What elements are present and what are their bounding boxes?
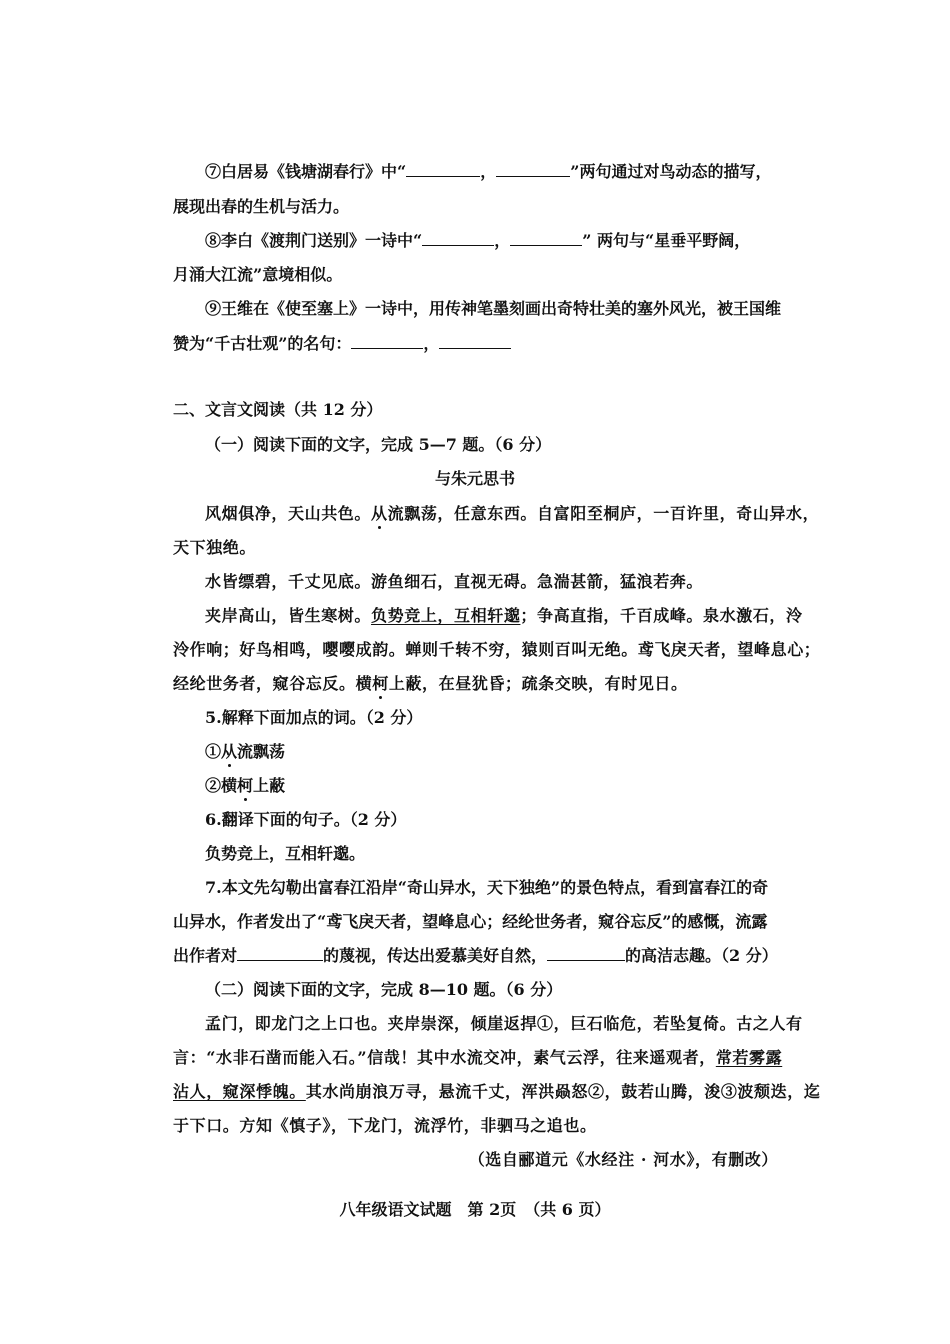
- dotted-word: 柯: [372, 674, 389, 693]
- poem-question-7: ⑦白居易《钱塘湖春行》中“ ， ”两句通过对鸟动态的描写，: [205, 162, 772, 181]
- passage1-line: 泠作响；好鸟相鸣，嘤嘤成韵。蝉则千转不穷，猿则百叫无绝。鸢飞戾天者，望峰息心；: [173, 640, 821, 659]
- answer-blank[interactable]: [547, 946, 625, 961]
- question-6: 6.翻译下面的句子。（2 分）: [205, 810, 407, 829]
- poem-question-7-line2: 展现出春的生机与活力。: [173, 197, 350, 216]
- dotted-word: 柯: [237, 776, 254, 795]
- answer-blank[interactable]: [510, 231, 582, 246]
- question-5-item-1: ①从流飘荡: [205, 742, 286, 761]
- answer-blank[interactable]: [496, 162, 570, 177]
- question-7-line2: 山异水，作者发出了“鸢飞戾天者，望峰息心；经纶世务者，窥谷忘反”的感慨，流露: [173, 912, 768, 931]
- poem-question-8: ⑧李白《渡荆门送别》一诗中“ ， ” 两句与“星垂平野阔，: [205, 231, 751, 250]
- passage1-line: 经纶世务者，窥谷忘反。横柯上蔽，在昼犹昏；疏条交映，有时见日。: [173, 674, 688, 693]
- passage1-line: 夹岸高山，皆生寒树。负势竞上，互相轩邈；争高直指，千百成峰。泉水激石，泠: [205, 606, 803, 625]
- poem-question-9-line2: 赞为“千古壮观”的名句： ，: [173, 334, 511, 354]
- passage1-line: 天下独绝。: [173, 538, 257, 557]
- page-footer: 八年级语文试题 第 2页 （共 6 页）: [339, 1200, 611, 1219]
- underlined-sentence: 沾人，窥深悸魄。: [173, 1082, 306, 1101]
- passage2-line: 沾人，窥深悸魄。其水尚崩浪万寻，悬流千丈，浑洪赑怒②，鼓若山腾，浚③波颓迭，迄: [173, 1082, 821, 1101]
- part2-intro: （二）阅读下面的文字，完成 8—10 题。（6 分）: [205, 980, 563, 999]
- passage-title: 与朱元思书: [434, 469, 515, 488]
- question-5: 5.解释下面加点的词。（2 分）: [205, 708, 423, 727]
- poem-question-9: ⑨王维在《使至塞上》一诗中，用传神笔墨刻画出奇特壮美的塞外风光，被王国维: [205, 299, 782, 318]
- answer-blank[interactable]: [237, 946, 323, 961]
- answer-blank[interactable]: [439, 334, 511, 349]
- passage2-line: 孟门，即龙门之上口也。夹岸崇深，倾崖返捍①，巨石临危，若坠复倚。古之人有: [205, 1014, 803, 1033]
- question-7-line3: 出作者对 的蔑视，传达出爱慕美好自然， 的高洁志趣。（2 分）: [173, 946, 778, 965]
- answer-blank[interactable]: [351, 334, 423, 349]
- answer-blank[interactable]: [422, 231, 494, 246]
- passage1-line: 水皆缥碧，千丈见底。游鱼细石，直视无碍。急湍甚箭，猛浪若奔。: [205, 572, 704, 591]
- question-7: 7.本文先勾勒出富春江沿岸“奇山异水，天下独绝”的景色特点，看到富春江的奇: [205, 878, 769, 897]
- part1-intro: （一）阅读下面的文字，完成 5—7 题。（6 分）: [205, 435, 552, 454]
- dotted-word: 从: [221, 742, 238, 761]
- passage2-line: 于下口。方知《慎子》，下龙门，流浮竹，非驷马之追也。: [173, 1116, 597, 1135]
- passage2-source: （选自郦道元《水经注 · 河水》，有删改）: [468, 1150, 778, 1169]
- passage1-line: 风烟俱净，天山共色。从流飘荡，任意东西。自富阳至桐庐，一百许里，奇山异水，: [205, 504, 820, 523]
- section-heading: 二、文言文阅读（共 12 分）: [173, 400, 383, 419]
- underlined-sentence: 常若雾露: [715, 1048, 783, 1067]
- poem-question-8-line2: 月涌大江流”意境相似。: [173, 265, 343, 284]
- dotted-word: 从: [371, 504, 388, 523]
- answer-blank[interactable]: [406, 162, 480, 177]
- passage2-line: 言：“水非石凿而能入石。”信哉！其中水流交冲，素气云浮，往来遥观者，常若雾露: [173, 1048, 783, 1067]
- question-6-sentence: 负势竞上，互相轩邈。: [205, 844, 366, 863]
- question-5-item-2: ②横柯上蔽: [205, 776, 286, 795]
- underlined-sentence: 负势竞上，互相轩邈: [371, 606, 521, 625]
